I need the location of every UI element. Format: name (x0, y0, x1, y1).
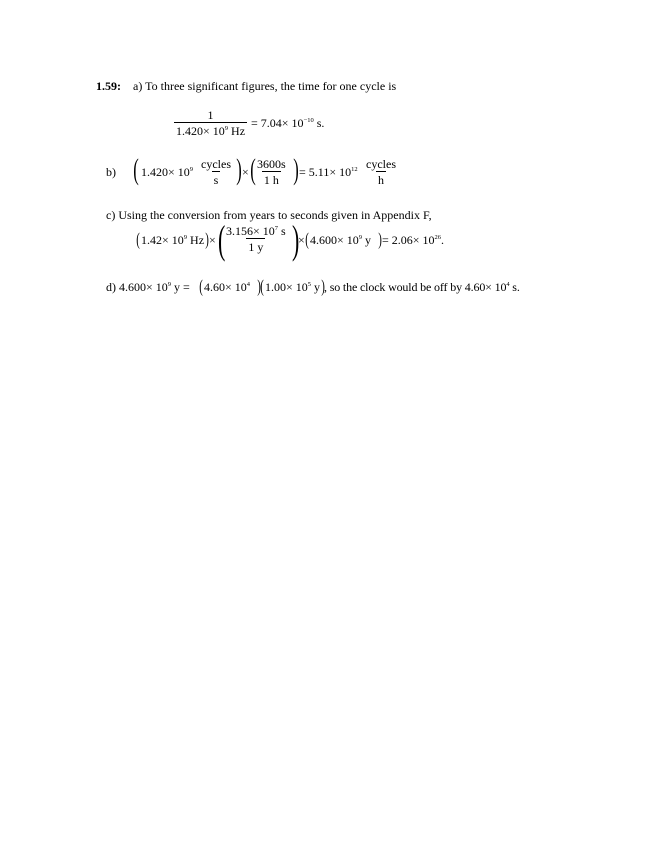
part-d-factor1: $4.60\times 10^4$ (204, 280, 251, 294)
part-c-text: Using the conversion from years to seconds given in Appendix F, (118, 208, 432, 222)
part-c-result: = $2.06\times 10^{26}$. (382, 233, 445, 247)
part-d-paren-open-2: ( (260, 276, 264, 296)
part-c-times-2: × (298, 233, 305, 247)
part-c-paren-close-2: ) (291, 217, 300, 262)
part-a-result: = $7.04\times 10^{-10}$ s. (251, 116, 325, 130)
part-b-paren-close-1: ) (236, 153, 242, 186)
part-c-times-1: × (209, 233, 216, 247)
part-b-factor1: $1.420\times 10^9$ (141, 165, 194, 179)
part-d-paren-open-1: ( (199, 276, 203, 296)
part-c-factor1: $1.42\times 10^9$ Hz (141, 233, 205, 247)
problem-line-a (96, 80, 396, 92)
part-a-fraction (174, 109, 247, 137)
part-b-result-fraction: cycles h (366, 157, 396, 187)
part-d-line (106, 281, 190, 293)
part-d-paren-close-1: ) (257, 276, 261, 296)
part-b-label: b) (106, 165, 116, 179)
part-b-paren-open-2: ( (250, 153, 256, 186)
part-c-label: c) (106, 208, 116, 222)
part-c-paren-open-3: ( (305, 229, 309, 249)
part-b-times: × (242, 165, 249, 179)
part-c-paren-close-3: ) (378, 229, 382, 249)
part-a-label: a) (133, 79, 143, 93)
part-b-paren-open-1: ( (133, 153, 139, 186)
part-b-factor1-fraction: cycles s (201, 157, 231, 187)
part-a-text: To three significant figures, the time for one cycle is (145, 79, 397, 93)
part-d-paren-close-2: ) (321, 276, 325, 296)
part-c-paren-close-1: ) (205, 229, 209, 249)
part-b-factor2-fraction: $\frac{3600s}{1 h}$ (257, 157, 286, 187)
part-c-line (106, 209, 432, 221)
part-a-numerator: 1 (207, 108, 214, 122)
part-d-lhs: $4.600\times 10^9$ y = (119, 280, 190, 294)
part-c-factor3: $4.600\times 10^9$ y (310, 233, 372, 247)
part-c-fraction: $\frac{3.156\times 10^7 s}{1 y}$ (226, 224, 286, 254)
part-c-paren-open-2: ( (217, 217, 226, 262)
part-d-factor2: $1.00\times 10^5$ y (265, 280, 321, 294)
part-b-result: = $5.11\times 10^{12}$ (299, 165, 358, 179)
part-d-tail: , so the clock would be off by $4.60\times 10^4$ s. (324, 280, 520, 294)
part-b-paren-close-2: ) (293, 153, 299, 186)
part-c-paren-open-1: ( (136, 229, 140, 249)
part-d-label: d) (106, 280, 116, 294)
problem-number: 1.59: (96, 79, 121, 93)
part-a-denominator: $1.420\times 10^9$ Hz (176, 124, 246, 138)
